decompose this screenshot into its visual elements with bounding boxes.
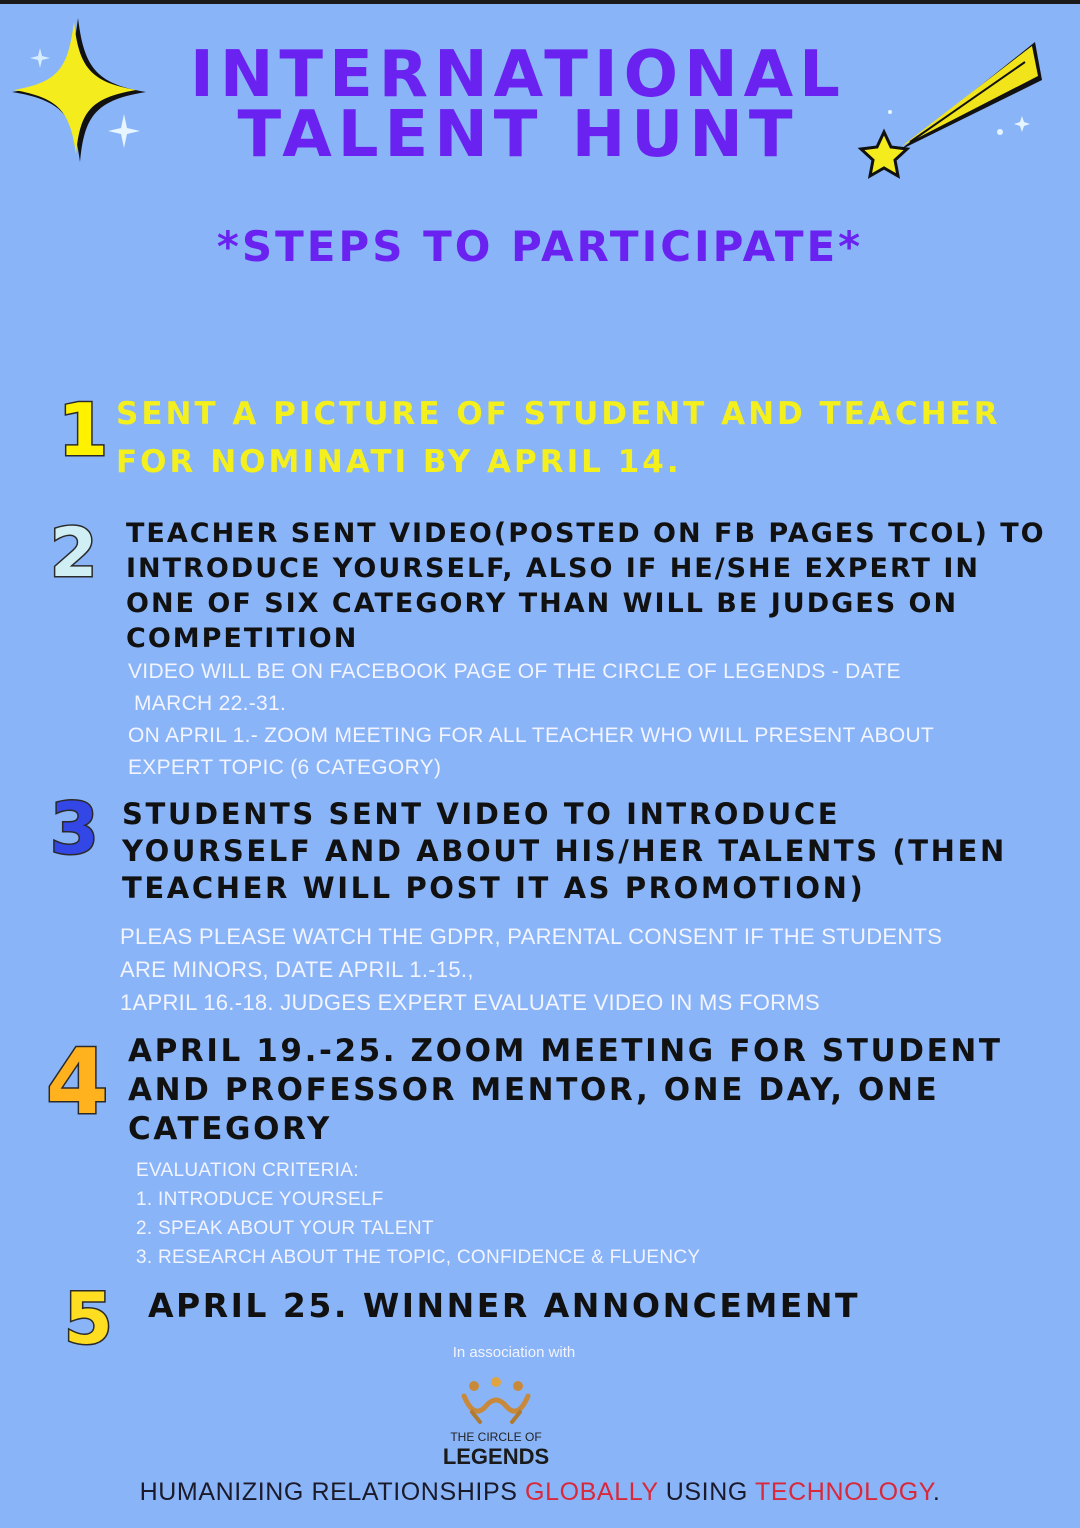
step-2-note-line: VIDEO WILL BE ON FACEBOOK PAGE OF THE CIRCLE OF LEGENDS - DATE — [128, 660, 901, 683]
tagline — [0, 1478, 1080, 1507]
tagline-highlight: TECHNOLOGY — [755, 1478, 933, 1506]
tagline-part: USING — [658, 1478, 755, 1506]
circle-of-legends-logo — [458, 1376, 534, 1426]
page-subtitle: *STEPS TO PARTICIPATE* — [216, 222, 864, 271]
step-2-notes — [128, 656, 1048, 784]
tagline-highlight: GLOBALLY — [525, 1478, 659, 1506]
step-2-note-line: ON APRIL 1.- ZOOM MEETING FOR ALL TEACHER WHO WILL PRESENT ABOUT — [128, 724, 935, 747]
step-3-notes — [120, 920, 942, 1019]
tagline-part: HUMANIZING RELATIONSHIPS — [139, 1478, 526, 1506]
criteria-item: 1. INTRODUCE YOURSELF — [136, 1189, 384, 1210]
step-3-note-line: ARE MINORS, DATE APRIL 1.-15., — [120, 957, 474, 982]
step-number-1: 1 — [58, 388, 109, 472]
criteria-item: 3. RESEARCH ABOUT THE TOPIC, CONFIDENCE & FLUENCY — [136, 1247, 701, 1268]
step-number-5: 5 — [64, 1278, 113, 1360]
step-3-note-line: PLEAS PLEASE WATCH THE GDPR, PARENTAL CONSENT IF THE STUDENTS — [120, 924, 943, 949]
criteria-heading: EVALUATION CRITERIA: — [136, 1160, 359, 1181]
association-label — [0, 1344, 1080, 1361]
association-text: In association with — [452, 1344, 576, 1361]
step-3-text: STUDENTS SENT VIDEO TO INTRODUCE YOURSELF AND ABOUT HIS/HER TALENTS (THEN TEACHER WILL POST IT AS PROMOTION) — [122, 797, 1007, 905]
step-3-note-line: 1APRIL 16.-18. JUDGES EXPERT EVALUATE VIDEO IN MS FORMS — [120, 990, 820, 1015]
page-title-line1: INTERNATIONAL — [190, 38, 846, 112]
logo-caption-small-text: THE CIRCLE OF — [450, 1430, 542, 1444]
step-number-2: 2 — [50, 514, 98, 593]
criteria-item: 2. SPEAK ABOUT YOUR TALENT — [136, 1218, 434, 1239]
step-number-4: 4 — [46, 1030, 109, 1135]
evaluation-criteria — [136, 1156, 700, 1272]
step-2-note-line: MARCH 22.-31. — [134, 692, 287, 715]
step-4-text: APRIL 19.-25. ZOOM MEETING FOR STUDENT AND PROFESSOR MENTOR, ONE DAY, ONE CATEGORY — [128, 1033, 1003, 1147]
step-number-3: 3 — [50, 788, 99, 870]
logo-caption-big-text: LEGENDS — [442, 1444, 550, 1469]
step-2-note-line: EXPERT TOPIC (6 CATEGORY) — [128, 756, 442, 779]
top-border — [0, 0, 1080, 4]
step-5-text: APRIL 25. WINNER ANNONCEMENT — [148, 1286, 860, 1325]
logo-caption-small — [0, 1430, 1080, 1444]
logo-caption-big — [0, 1444, 1080, 1470]
page-title-line2: TALENT HUNT — [237, 98, 799, 172]
step-2-text: TEACHER SENT VIDEO(POSTED ON FB PAGES TCOL) TO INTRODUCE YOURSELF, ALSO IF HE/SHE EXPERT IN ONE OF SIX CATEGORY THAN WILL BE JUDGES ON COMPETITION — [126, 518, 1046, 654]
step-1-text: SENT A PICTURE OF STUDENT AND TEACHER FOR NOMINATI BY APRIL 14. — [116, 396, 1001, 480]
tagline-part: . — [932, 1478, 941, 1506]
